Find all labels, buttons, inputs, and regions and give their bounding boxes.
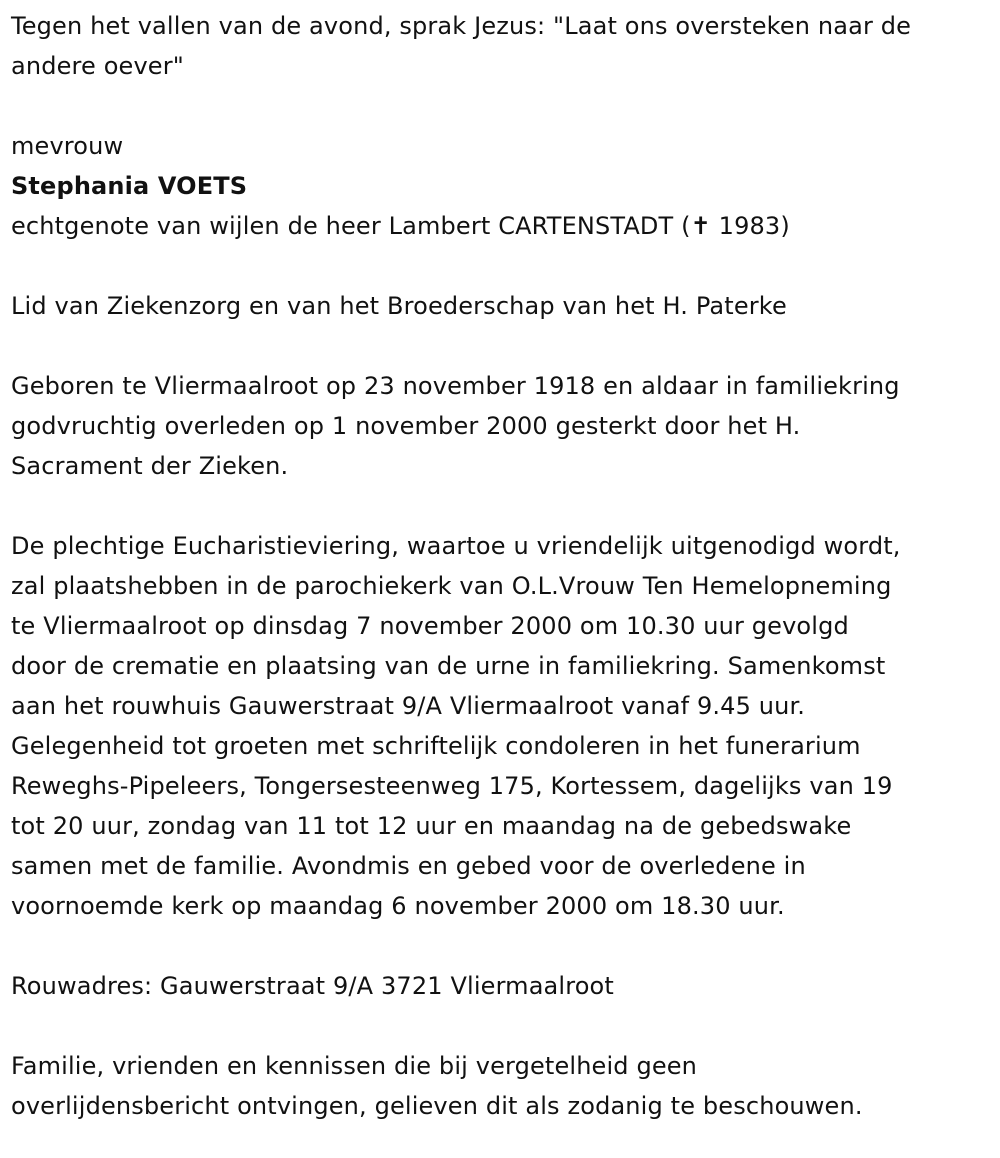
ceremony-line: te Vliermaalroot op dinsdag 7 november 2000 om 10.30 uur gevolgd	[11, 612, 849, 640]
deceased-name: Stephania VOETS	[11, 172, 248, 200]
ceremony-line: zal plaatshebben in de parochiekerk van O.L.Vrouw Ten Hemelopneming	[11, 572, 892, 600]
ceremony-line: Reweghs-Pipeleers, Tongersesteenweg 175, Kortessem, dagelijks van 19	[11, 772, 893, 800]
paragraph-spacer	[11, 326, 993, 366]
birth-death-line: godvruchtig overleden op 1 november 2000 gesterkt door het H.	[11, 412, 801, 440]
ceremony-paragraph	[11, 526, 993, 926]
mourning-address: Rouwadres: Gauwerstraat 9/A 3721 Vliermaalroot	[11, 972, 614, 1000]
birth-death-line: Sacrament der Zieken.	[11, 452, 289, 480]
obituary-notice	[11, 6, 993, 1126]
paragraph-spacer	[11, 246, 993, 286]
ceremony-line: voornoemde kerk op maandag 6 november 2000 om 18.30 uur.	[11, 892, 785, 920]
ceremony-line: Gelegenheid tot groeten met schriftelijk condoleren in het funerarium	[11, 732, 861, 760]
quote-line: andere oever"	[11, 52, 184, 80]
birth-death-line: Geboren te Vliermaalroot op 23 november 1918 en aldaar in familiekring	[11, 372, 900, 400]
membership-line: Lid van Ziekenzorg en van het Broederschap van het H. Paterke	[11, 292, 787, 320]
quote-line: Tegen het vallen van de avond, sprak Jezus: "Laat ons oversteken naar de	[11, 12, 912, 40]
closing-line: Familie, vrienden en kennissen die bij vergetelheid geen	[11, 1052, 698, 1080]
closing-paragraph	[11, 1046, 993, 1126]
closing-line: overlijdensbericht ontvingen, gelieven dit als zodanig te beschouwen.	[11, 1092, 863, 1120]
ceremony-line: De plechtige Eucharistieviering, waartoe u vriendelijk uitgenodigd wordt,	[11, 532, 901, 560]
ceremony-line: tot 20 uur, zondag van 11 tot 12 uur en maandag na de gebedswake	[11, 812, 852, 840]
paragraph-spacer	[11, 1006, 993, 1046]
ceremony-line: door de crematie en plaatsing van de urne in familiekring. Samenkomst	[11, 652, 886, 680]
birth-death-paragraph	[11, 366, 993, 486]
title-prefix: mevrouw	[11, 132, 124, 160]
spouse-line: echtgenote van wijlen de heer Lambert CARTENSTADT (✝ 1983)	[11, 212, 790, 240]
paragraph-spacer	[11, 86, 993, 126]
bible-quote	[11, 6, 993, 86]
ceremony-line: samen met de familie. Avondmis en gebed voor de overledene in	[11, 852, 806, 880]
paragraph-spacer	[11, 486, 993, 526]
ceremony-line: aan het rouwhuis Gauwerstraat 9/A Vliermaalroot vanaf 9.45 uur.	[11, 692, 806, 720]
paragraph-spacer	[11, 926, 993, 966]
